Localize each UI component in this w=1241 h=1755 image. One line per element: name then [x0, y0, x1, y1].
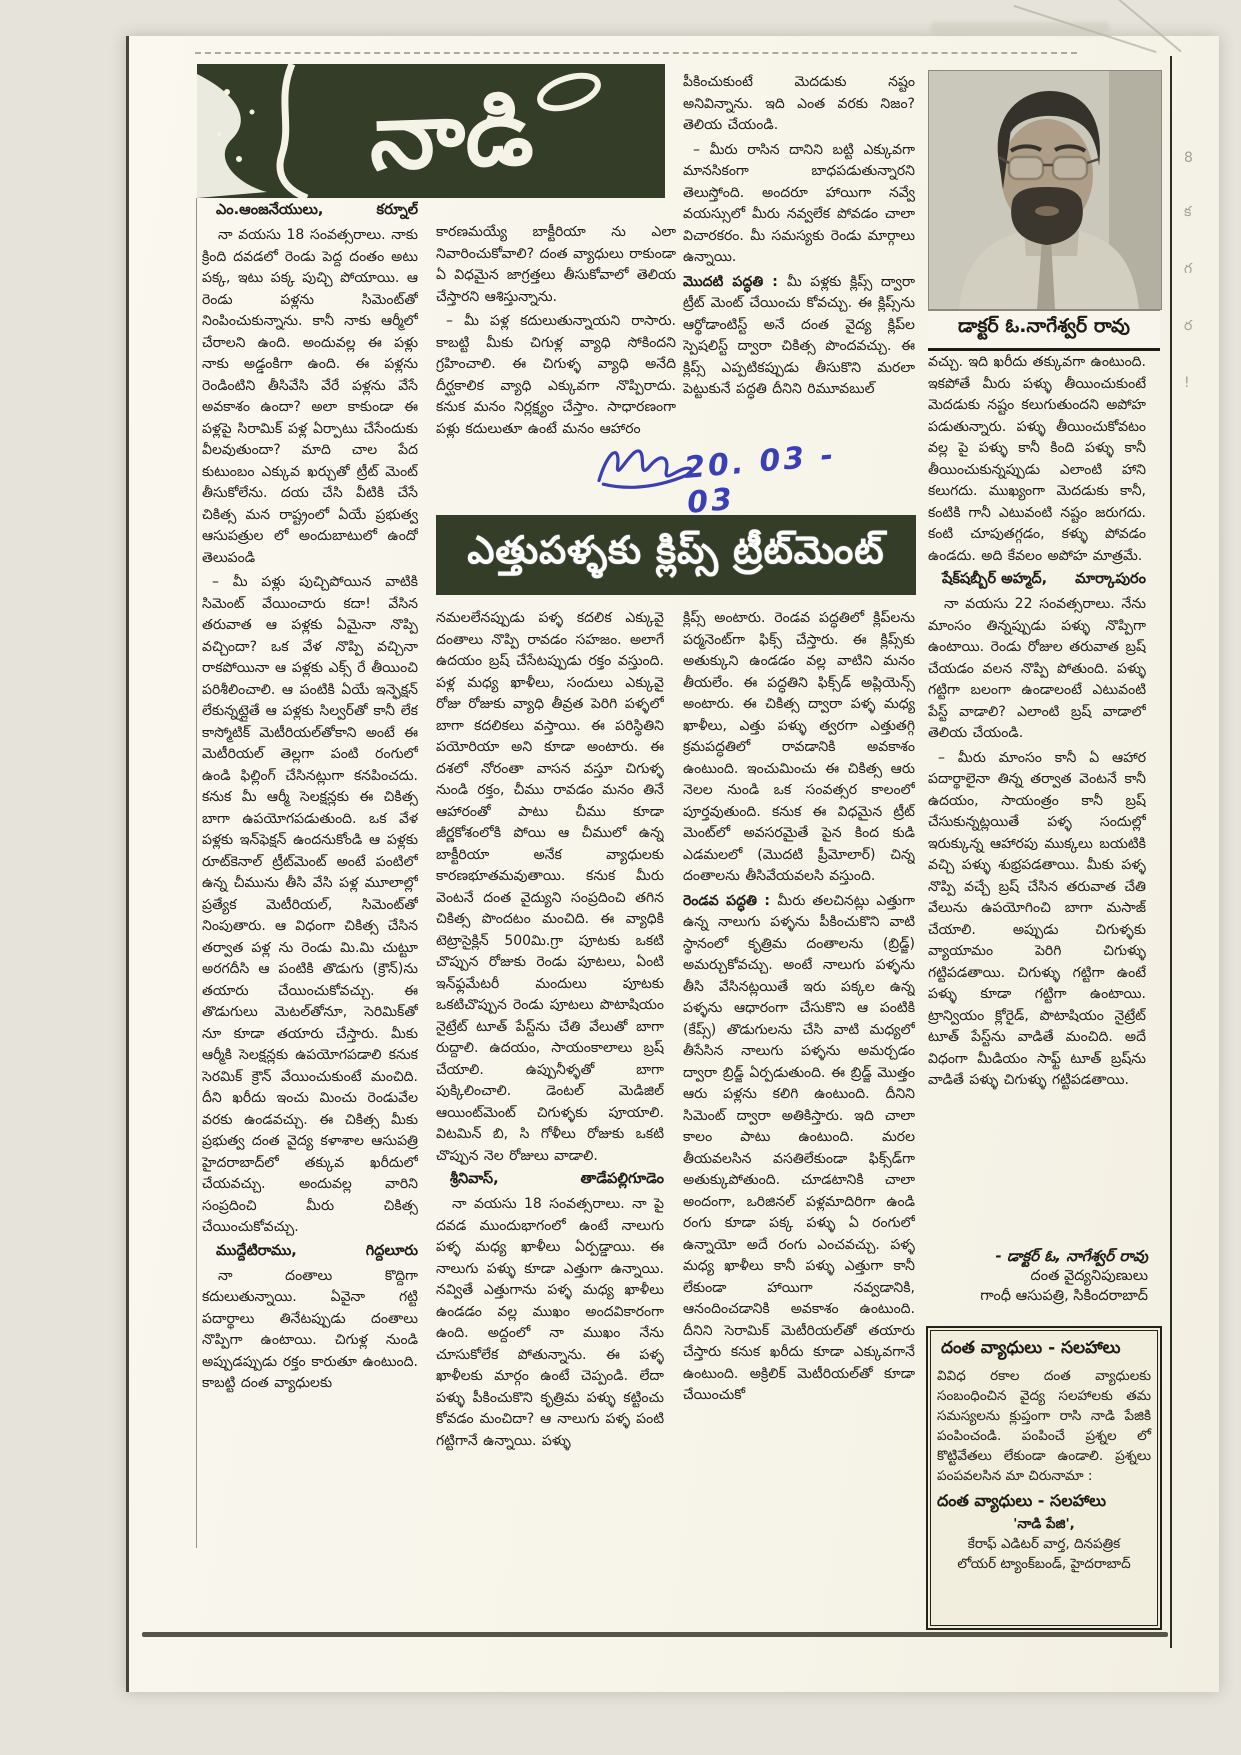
paragraph: మొదటి పద్ధతి : మీ పళ్లకు క్లిప్స్ ద్వారా ట్రీట్ మెంట్ చేయించు కోవచ్చు. ఈ క్లిప్స్‌ను ఆర్థోడాంటిస్ట్ అనే దంత వైద్య క్లిప్‌ల స్పెషలిస్ట్ ద్వారా చికిత్స పొందవచ్చు. ఈ క్లిప్స్ ఎప్పటికప్పుడు తీసుకొని మరలా పెట్టుకునే పద్ధతి దీనిని రిమూవబుల్ — [683, 273, 915, 397]
byline-name: ముద్దేటిరాము, — [216, 1242, 297, 1259]
doctor-photo — [928, 70, 1162, 310]
svg-text:నాడి: నాడి — [367, 78, 535, 191]
paragraph: – మీ పళ్లు పుచ్చిపోయిన వాటికి సిమెంట్ వేయించారు కదా! వేసిన తరువాత ఆ పళ్లకు ఏమైనా నొప్పి వచ్చిందా? ఒక వేళ నొప్పి వచ్చినా రాకపోయినా ఆ పళ్లకు ఎక్స్ రే తీయించి పరిశీలించాలి. ఆ పంటికి ఏయే ఇన్ఫెక్షన్ లేకున్నట్లైతే ఆ పళ్లకు సిల్వర్‌తో కానీ లేక కాస్మోటిక్ మెటీరియల్‌తోకాని అంటే ఈ మెటీరియల్ తెల్లగా పంటి రంగులో ఉండి ఫిల్లింగ్ చేసినట్లుగా కనపించదు. కనుక మీ ఆర్మీ సెలక్షన్లకు ఈ చికిత్స బాగా ఉపయోగపడుతుంది. ఒక వేళ పళ్లకు ఇన్‌ఫెక్షన్ ఉందనుకోండి ఆ పళ్లకు రూట్‌కెనాల్ ట్రీట్‌మెంట్ అంటే పంటిలో ఉన్న చీమును తీసి వేసి పళ్ల మూలాల్లో ప్రత్యేక మెటీరియల్, సిమెంట్‌తో నింపుతారు. ఆ విధంగా చికిత్స చేసిన తర్వాత పళ్ల ను రెండు మి.మి చుట్టూ అరగదీసి ఆ పంటికి తొడుగు (క్రౌన్)ను తయారు చేయించుకోవచ్చు. ఈ తొడుగులు మెటల్‌తోనూ, సెరిమిక్‌తో నూ కూడా తయారు చేస్తారు. మీకు ఆర్మీకి సెలక్షన్లకు ఉపయోగపడాలి కనుక సెరమిక్ క్రౌన్ వేయించుకుంటే మంచిది. దీని ఖరీదు ఇంచు మించు రెండువేల వరకు ఉండవచ్చు. ఈ చికిత్స మీకు ప్రభుత్వ దంత వైద్య కళాశాల ఆసుపత్రి హైదరాబాద్‌లో తక్కువ ఖరీదులో చేయవచ్చు. అందువల్ల వారిని సంప్రదించి మీరు చికిత్స చేయించుకోవచ్చు. — [202, 574, 418, 1235]
paragraph: – మీరు మాంసం కానీ ఏ ఆహార పదార్థాలైనా తిన్న తర్వాత వెంటనే కానీ ఉదయం, సాయంత్రం కానీ బ్రష్ చేసుకున్నట్లయితే పళ్ళ సందుల్లో ఇరుక్కున్న ఆహారపు ముక్కలు బయటికి వచ్చి పళ్ళు శుభ్రపడతాయి. మీకు పళ్ళ నొప్పి వచ్చే బ్రష్ చేసిన తరువాత చేతి వేలును ఉపయోగించి బాగా మసాజ్ చేయాలి. అప్పుడు చిగుళ్ళకు వ్యాయామం పెరిగి చిగుళ్ళు గట్టిపడతాయి. చిగుళ్ళు గట్టిగా ఉంటే పళ్ళు కూడా గట్టిగా ఉంటాయి. ట్రాన్వియం క్లోరైడ్, పొటాషియం నైట్రేట్ టూత్ పేస్ట్‌ను వాడితే మంచిది. అదే విధంగా మీడియం సాఫ్ట్ టూత్ బ్రష్‌ను వాడితే పళ్ళు చిగుళ్ళు గట్టిపడతాయి. — [928, 749, 1146, 1088]
article-left-rule — [196, 198, 197, 1548]
advice-box — [926, 1326, 1162, 1630]
paragraph: – మీ పళ్ల కదులుతున్నాయని రాసారు. కాబట్టి మీకు చిగుళ్ల వ్యాధి సోకిందని గ్రహించాలి. ఈ చిగుళ్ళ వ్యాధి అనేది దీర్ఘకాలిక వ్యాధి ఎక్కువగా నొప్పిరాదు. కనుక మనం నిర్లక్ష్యం చేస్తాం. సాధారణంగా పళ్లు కదులుతూ ఉంటే మనం ఆహారం — [436, 313, 676, 437]
paragraph: వచ్చు. ఇది ఖరీదు తక్కువగా ఉంటుంది. ఇకపోతే మీరు పళ్ళు తీయించుకుంటే మెదడుకు నష్టం కలుగుతుందని అపోహ పడుతున్నారు. పళ్ళు తీయించుకోవటం వల్ల పై పళ్ళు కానీ కింది పళ్ళు కానీ తీయించుకున్నప్పుడు ఎలాంటి హాని కలుగదు. ముఖ్యంగా మెదడుకు కానీ, కంటికి గానీ ఎటువంటి నష్టం జరుగదు. కంటి చూపుతగ్గడం, కళ్ళు పోవడం ఉండదు. అది కేవలం అపోహ మాత్రమే. — [928, 354, 1146, 564]
paragraph: నా వయసు 18 సంవత్సరాలు. నా పై దవడ ముందుభాగంలో ఉంటే నాలుగు పళ్ళ మధ్య ఖాళీలు ఏర్పడ్డాయి. ఈ నాలుగు పళ్ళు కూడా ఎత్తుగా ఉన్నాయి. నవ్వితే ఎత్తుగాను పళ్ళ మధ్య ఖాళీలు ఉండడం వల్ల ముఖం అందవికారంగా ఉంది. అద్దంలో నా ముఖం నేను చూసుకోలేక పోతున్నాను. ఈ పళ్ళ ఖాళీలకు మార్గం ఉంటే చెప్పండి. లేదా పళ్ళు పీకించుకొని కృత్రిమ పళ్ళు కట్టించు కోవడం మంచిదా? ఆ నాలుగు పళ్ళ పంటి గట్టిగానే ఉన్నాయి. పళ్ళు — [436, 1196, 664, 1449]
byline-place: మార్కాపురం — [1075, 571, 1146, 587]
paragraph: నా వయసు 18 సంవత్సరాలు. నాకు క్రింది దవడలో రెండు పెద్ద దంతం అటు పక్క, ఇటు పక్క పుచ్చి పోయాయి. ఆ రెండు పళ్లను సిమెంట్‌తో నింపించుకున్నాను. కానీ నాకు ఆర్మీలో చేరాలని ఉంది. అందువల్ల ఈ పళ్లు నాకు అడ్డంకిగా ఉంది. ఈ పళ్లను రెండింటిని తీసివేసి వేరే పళ్లను వేసే అవకాశం ఉందా? అలా కాకుండా ఈ పళ్లపై సిరామిక్ పళ్ల ఏర్పాటు చేసేందుకు వీలవుతుందా? మాది చాల పేద కుటుంబం ఎక్కువ ఖర్చుతో ట్రీట్ మెంట్ తీసుకోలేను. దయ చేసి వీటికి చేసే చికిత్స మన రాష్ట్రంలో ఏయే ప్రభుత్వ ఆసుపత్రుల లో అందుబాటులో ఉందో తెలుపండి — [202, 227, 418, 566]
paragraph: పీకించుకుంటే మెదడుకు నష్టం అనివిన్నాను. ఇది ఎంత వరకు నిజం? తెలియ చేయండి. — [683, 74, 915, 133]
paragraph: కారణమయ్యే బాక్టీరియా ను ఎలా నివారించుకోవాలి? దంత వ్యాధులు రాకుండా ఏ విధమైన జాగ్రత్తలు తీసుకోవాలో తెలియ చేస్తారని ఆశిస్తున్నాను. — [436, 224, 676, 305]
paragraph: రెండవ పద్ధతి : మీరు తలచినట్లు ఎత్తుగా ఉన్న నాలుగు పళ్ళను పీకించుకొని వాటి స్థానంలో కృత్రిమ దంతాలను (బ్రిడ్జ్) అమర్చుకోవచ్చు. అంటే నాలుగు పళ్ళను తీసి వేసినట్లయితే ఇరు పక్కల ఉన్న పళ్ళను ఆధారంగా చేసుకొని ఆ పంటికి (కేప్స్) తొడుగులను చేసి వాటి మధ్యలో తీసేసిన నాలుగు పళ్ళను అమర్చడం ద్వారా బ్రిడ్జ్ ఏర్పడుతుంది. ఈ బ్రిడ్జ్ మొత్తం ఆరు పళ్లను కలిగి ఉంటుంది. దీనిని సిమెంట్ ద్వారా అతికిస్తారు. ఇది చాలా కాలం పాటు ఉంటుంది. మరల తీయవలసిన వసతిలేకుండా ఫిక్స్‌డ్‌గా అతుక్కుపోతుంది. చూడటానికి చాలా అందంగా, ఒరిజినల్ పళ్లమాదిరిగా ఉండి రంగు కూడా పక్క పళ్ళు ఏ రంగులో ఉన్నాయో అదే రంగు ఎంచవచ్చు. పళ్ళ మధ్య ఖాళీలు కానీ పళ్ళు ఎత్తుగా కానీ లేకుండా హాయిగా నవ్వడానికి, ఆనందించడానికి అవకాశం ఉంటుంది. దీనిని సెరామిక్ మెటీరియల్‌తో తయారు చేస్తారు కనుక ఖరీదు కూడా ఎక్కువగానే ఉంటుంది. అక్రిలిక్ మెటీరియల్‌తో కూడా చేయించుకో — [683, 892, 915, 1403]
bleed-glyph: ! — [1184, 375, 1190, 391]
page-bleed-glyphs — [1184, 150, 1220, 391]
byline — [202, 202, 418, 222]
column-1 — [202, 198, 418, 1528]
headline: ఎత్తుపళ్ళకు క్లిప్స్ ట్రీట్‌మెంట్ — [436, 515, 916, 595]
byline — [928, 571, 1146, 591]
signature-name: - డాక్టర్ ఓ, నాగేశ్వర్ రావు — [995, 1247, 1148, 1265]
column-2-bottom — [436, 608, 664, 1524]
paragraph: నా దంతాలు కొద్దిగా కదులుతున్నాయి. ఏవైనా గట్టి పదార్థాలు తినేటప్పుడు దంతాలు నొప్పిగా ఉంటాయి. చిగుళ్ల నుండి అప్పుడప్పుడు రక్తం కారుతూ ఉంటుంది. కాబట్టి దంత వ్యాధులకు — [202, 1267, 418, 1391]
date-text: 20. 03 - 03 — [682, 437, 838, 521]
column-3-bottom — [683, 608, 915, 1548]
byline-place: కర్నూల్ — [376, 202, 418, 218]
byline-place: గిద్దలూరు — [365, 1242, 418, 1259]
advice-box-address-title: దంత వ్యాధులు - సలహాలు — [937, 1491, 1106, 1510]
column-2-top — [436, 222, 676, 512]
advice-box-address-line: 'నాడి పేజి', — [1013, 1516, 1075, 1532]
advice-box-title: దంత వ్యాధులు - సలహాలు — [941, 1338, 1121, 1358]
photo-caption: డాక్టర్ ఓ.నాగేశ్వర్ రావు — [928, 310, 1160, 351]
advice-box-address-line: లోయర్ ట్యాంక్‌బండ్, హైదరాబాద్ — [957, 1556, 1131, 1572]
paragraph: – మీరు రాసిన దానిని బట్టి ఎక్కువగా మానసికంగా బాధపడుతున్నారని తెలుస్తోంది. అందరూ హాయిగా నవ్వే వయస్సులో మీరు నవ్వలేక పోవడం చాలా విచారకరం. మీ సమస్యకు రెండు మార్గాలు ఉన్నాయి. — [683, 141, 915, 265]
bleed-glyph: గ — [1184, 261, 1193, 277]
byline-name: షేక్‌షబ్బీర్ అహ్మద్, — [942, 571, 1048, 587]
signature-place: గాంధీ ఆసుపత్రి, సికిందరాబాద్ — [980, 1288, 1148, 1304]
column-4 — [928, 352, 1146, 1246]
bleed-glyph: ర — [1184, 318, 1193, 334]
naadi-logo-art — [197, 64, 665, 198]
advice-box-address-line: కేరాఫ్ ఎడిటర్ వార్త, దినపత్రిక — [967, 1536, 1121, 1552]
advice-box-body: వివిధ రకాల దంత వ్యాధులకు సంబంధించిన వైద్య సలహాలకు తమ సమస్యలను క్లుప్తంగా రాసి నాడి పేజికి పంపించండి. పంపించే ప్రశ్నల లో కొట్టివేతలు లేకుండా ఉండాలి. ప్రశ్నలు పంపవలసిన మా చిరునామా : — [937, 1368, 1151, 1484]
byline-name: శ్రీనివాస్, — [450, 1171, 499, 1187]
byline-name: ఎం.ఆంజనేయులు, — [216, 202, 324, 218]
paragraph: నా వయసు 22 సంవత్సరాలు. నేను మాంసం తిన్నప్పుడు పళ్ళు నొప్పిగా ఉంటాయి. రెండు రోజుల తరువాత బ్రష్ చేయడం వలన నొప్పి పోతుంది. పళ్ళు గట్టిగా బలంగా ఉండాలంటే ఎటువంటి పేస్ట్ వాడాలి? ఎలాంటి బ్రష్ వాడాలో తెలియ చేయండి. — [928, 596, 1146, 741]
page-edge-rule — [1170, 56, 1172, 1648]
paragraph: క్లిప్స్ అంటారు. రెండవ పద్ధతిలో క్లిప్‌లను పర్మనెంట్‌గా ఫిక్స్ చేస్తారు. ఈ క్లిప్స్‌కు అతుక్కుని ఉండడం వల్ల వాటిని మనం తీయలేం. ఈ పద్ధతిని ఫిక్స్‌డ్ అప్లియెన్స్ అంటారు. ఈ చికిత్స ద్వారా పళ్ళ మధ్య ఖాళీలు, ఎత్తు పళ్ళు త్వరగా ఎత్తుతగ్గి క్రమపద్ధతిలో రావడానికి అవకాశం ఉంటుంది. ఇంచుమించు ఈ చికిత్స ఆరు నెలల నుండి ఒక సంవత్సర కాలంలో పూర్తవుతుంది. కనుక ఈ విధమైన ట్రీట్ మెంట్‌లో అవసరమైతే పైన కింద కుడి ఎడమలలో (మొదటి ప్రీమోలార్) చిన్న దంతాలను తీసివేయవలసి వస్తుంది. — [683, 610, 915, 884]
bleed-glyph: క — [1184, 204, 1192, 220]
byline — [436, 1171, 664, 1191]
byline — [202, 1243, 418, 1263]
byline-place: తాడేపల్లిగూడెం — [580, 1171, 664, 1187]
top-rule — [195, 52, 1077, 54]
doctor-signature — [928, 1246, 1148, 1306]
signature-role: దంత వైద్యనిపుణులు — [1030, 1268, 1148, 1284]
masthead-banner — [197, 64, 665, 198]
scan-bottom-edge — [142, 1632, 1168, 1637]
column-3-top — [683, 72, 915, 512]
bleed-glyph: 8 — [1184, 150, 1193, 166]
paragraph: నమలలేనప్పుడు పళ్ళ కదలిక ఎక్కువై దంతాలు నొప్పి రావడం సహజం. అలాగే ఉదయం బ్రష్ చేసేటప్పుడు రక్తం వస్తుంది. పళ్ల మధ్య ఖాళీలు, సందులు ఎక్కువై రోజు రోజుకు వ్యాధి తీవ్రత పెరిగి పళ్ళలో బాగా కదలికలు వస్తాయి. ఈ పరిస్థితిని పయోరియా అని కూడా అంటారు. ఈ దశలో నోరంతా వాసన వస్తూ చిగుళ్ళ నుండి రక్తం, చీము రావడం మనం తినే ఆహారంతో పాటు చీము కూడా జీర్ణకోశంలోకి పోయి ఆ చీములో ఉన్న బాక్టీరియా అనేక వ్యాధులకు కారణభూతమవుతాయి. కనుక మీరు వెంటనే దంత వైద్యుని సంప్రదించి తగిన చికిత్స పొందటం మంచిది. ఈ వ్యాధికి టెట్రాసైక్లిన్ 500మి.గ్రా పూటకు ఒకటి చొప్పున రోజుకు రెండు పూటలు, ఏంటి ఇన్‌ఫ్లమేటరీ మందులు పూటకు ఒకటిచొప్పున రెండు పూటలు పొటాషియం నైట్రేట్ టూత్ పేస్ట్‌ను చేతి వేలుతో బాగా రుద్దాలి. ఉదయం, సాయంకాలాలు బ్రష్ చేయాలి. ఉప్పునీళ్ళతో బాగా పుక్కిలించాలి. డెంటల్ మెడిజిల్ ఆయింట్‌మెంట్ చిగుళ్ళకు పూయాలి. విటమిన్ బి, సి గోళీలు రోజుకు ఒకటి చొప్పున నెల రోజులు వాడాలి. — [436, 610, 664, 1164]
